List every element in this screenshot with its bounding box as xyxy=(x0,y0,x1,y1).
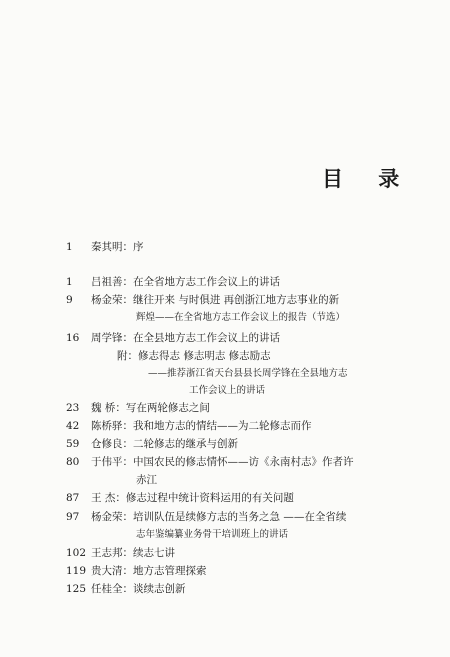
entry-text-continued: 赤江 xyxy=(136,474,157,486)
page-number: 59 xyxy=(66,438,80,450)
page-number: 42 xyxy=(66,420,80,432)
entry-text: 王志邦：续志七讲 xyxy=(91,547,175,559)
entry-text: 王 杰：修志过程中统计资料运用的有关问题 xyxy=(91,492,294,504)
entry-text: 杨金荣：培训队伍是续修方志的当务之急 ——在全省续 xyxy=(91,511,347,523)
entry-text: 吕祖善：在全省地方志工作会议上的讲话 xyxy=(91,276,280,288)
page-number: 1 xyxy=(66,276,73,288)
entry-text: 陈桥驿：我和地方志的情结——为二轮修志而作 xyxy=(91,420,312,432)
page-number: 102 xyxy=(66,547,87,559)
entry-text: 周学锋：在全县地方志工作会议上的讲话 xyxy=(91,332,280,344)
page-number: 97 xyxy=(66,511,80,523)
entry-text: 任桂全：谈续志创新 xyxy=(91,583,186,595)
page-number: 80 xyxy=(66,456,80,468)
page-number: 1 xyxy=(66,241,73,253)
entry-text: 魏 桥：写在两轮修志之间 xyxy=(91,402,210,414)
entry-text: 仓修良：二轮修志的继承与创新 xyxy=(91,438,238,450)
page-number: 125 xyxy=(66,583,87,595)
entry-text: 贵大清：地方志管理探索 xyxy=(91,565,207,577)
entry-text: 秦其明：序 xyxy=(91,241,144,253)
page-title: 目 录 xyxy=(322,166,414,191)
page-number: 87 xyxy=(66,492,80,504)
page-number: 119 xyxy=(66,565,87,577)
entry-text-continued: ——推荐浙江省天台县县长周学锋在全县地方志 xyxy=(148,368,348,379)
entry-text-continued: 志年鉴编纂业务骨干培训班上的讲话 xyxy=(136,529,289,540)
entry-text: 杨金荣：继往开来 与时俱进 再创浙江地方志事业的新 xyxy=(91,294,340,306)
page-number: 23 xyxy=(66,402,80,414)
entry-text: 于伟平：中国农民的修志情怀——访《永南村志》作者许 xyxy=(91,456,354,468)
entry-appendix: 附：修志得志 修志明志 修志励志 xyxy=(117,350,271,362)
entry-text-continued: 辉煌——在全省地方志工作会议上的报告（节选） xyxy=(136,312,346,323)
page-number: 9 xyxy=(66,294,73,306)
page-number: 16 xyxy=(66,332,80,344)
entry-text-continued: 工作会议上的讲话 xyxy=(189,385,266,396)
